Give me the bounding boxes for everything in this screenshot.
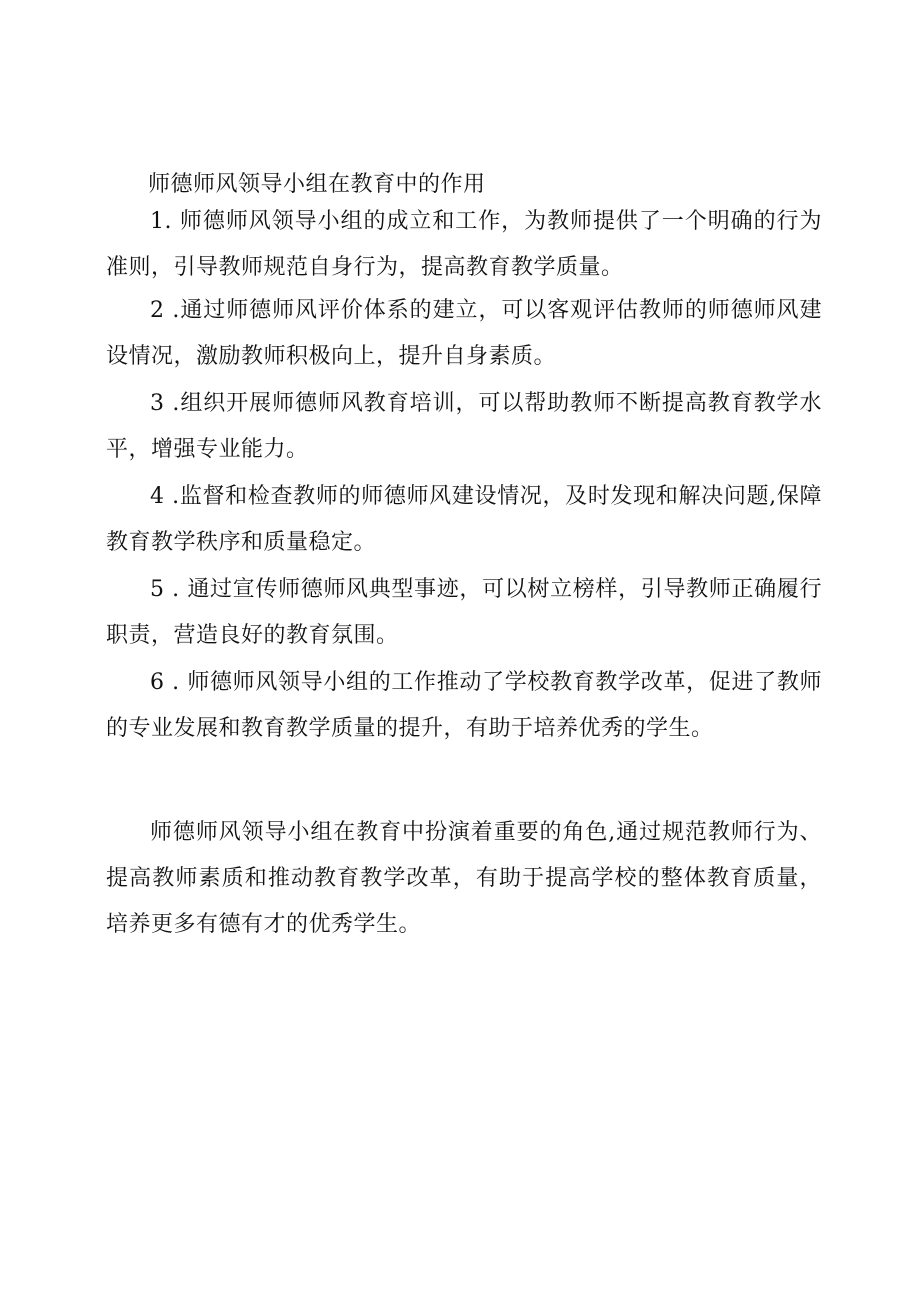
list-item-4: 4 .监督和检查教师的师德师风建设情况，及时发现和解决问题,保障教育教学秩序和质量稳定。 <box>106 484 822 555</box>
document-title: 师德师风领导小组在教育中的作用 <box>148 172 486 197</box>
list-item-1: 1. 师德师风领导小组的成立和工作，为教师提供了一个明确的行为准则，引导教师规范自身行为，提高教育教学质量。 <box>106 209 822 280</box>
list-item-5: 5 . 通过宣传师德师风典型事迹，可以树立榜样，引导教师正确履行职责，营造良好的教育氛围。 <box>106 577 822 648</box>
list-item-6: 6 . 师德师风领导小组的工作推动了学校教育教学改革，促进了教师的专业发展和教育教学质量的提升，有助于培养优秀的学生。 <box>106 670 822 741</box>
list-item-2: 2 .通过师德师风评价体系的建立，可以客观评估教师的师德师风建设情况，激励教师积极向上，提升自身素质。 <box>106 298 822 369</box>
list-item-3: 3 .组织开展师德师风教育培训，可以帮助教师不断提高教育教学水平，增强专业能力。 <box>106 391 822 462</box>
summary-paragraph: 师德师风领导小组在教育中扮演着重要的角色,通过规范教师行为、提高教师素质和推动教育教学改革，有助于提高学校的整体教育质量，培养更多有德有才的优秀学生。 <box>106 820 822 937</box>
